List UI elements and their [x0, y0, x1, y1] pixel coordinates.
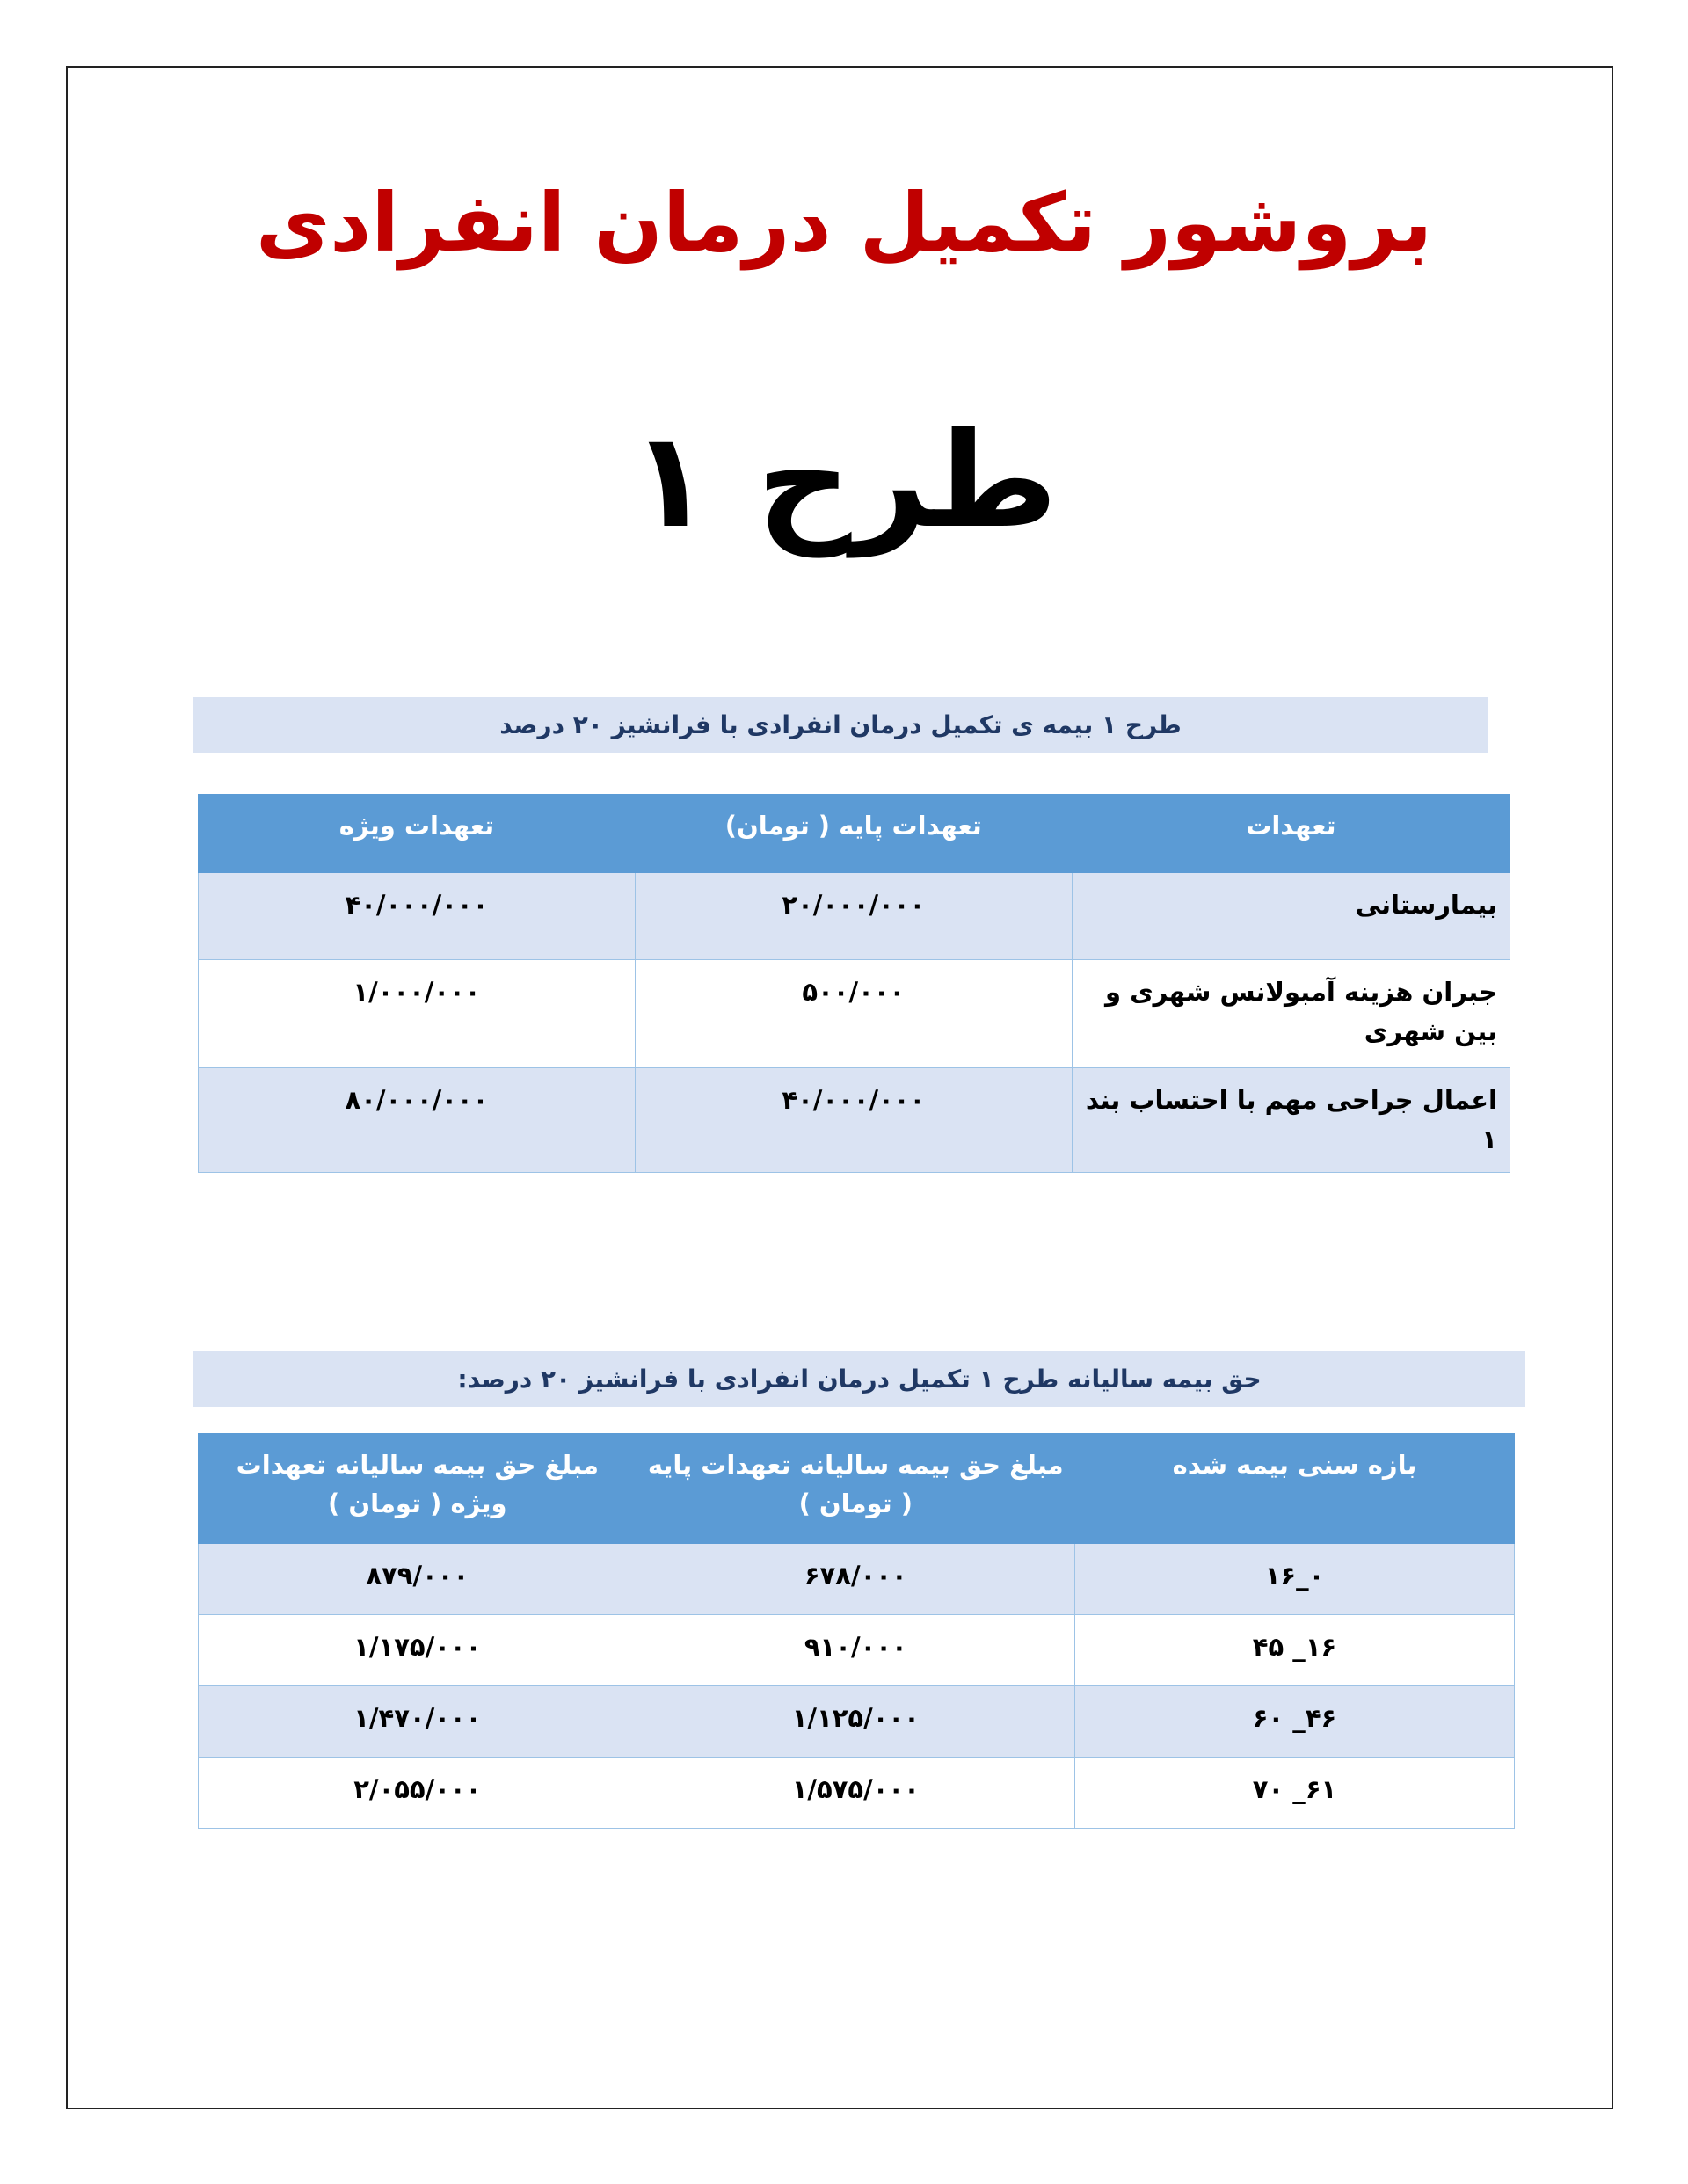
- table-header-row: [199, 795, 1510, 873]
- age-range: ۶۱_ ۷۰: [1075, 1758, 1515, 1829]
- premium-table: [198, 1433, 1515, 1829]
- column-header: مبلغ حق بیمه سالیانه تعهدات ویژه ( تومان ): [199, 1434, 637, 1544]
- table-row: [199, 1068, 1510, 1173]
- column-header: تعهدات: [1072, 795, 1510, 873]
- base-amount: ۲۰/۰۰۰/۰۰۰: [635, 873, 1072, 960]
- base-premium: ۱/۵۷۵/۰۰۰: [637, 1758, 1075, 1829]
- age-range: ۰_۱۶: [1075, 1544, 1515, 1615]
- coverage-item: اعمال جراحی مهم با احتساب بند ۱: [1072, 1068, 1510, 1173]
- column-header: تعهدات ویژه: [199, 795, 636, 873]
- base-premium: ۱/۱۲۵/۰۰۰: [637, 1686, 1075, 1758]
- base-amount: ۵۰۰/۰۰۰: [635, 960, 1072, 1068]
- table-row: [199, 1544, 1515, 1615]
- age-range: ۱۶_ ۴۵: [1075, 1615, 1515, 1686]
- age-range: ۴۶_ ۶۰: [1075, 1686, 1515, 1758]
- premium-caption: حق بیمه سالیانه طرح ۱ تکمیل درمان انفرادی با فرانشیز ۲۰ درصد:: [193, 1351, 1525, 1407]
- base-amount: ۴۰/۰۰۰/۰۰۰: [635, 1068, 1072, 1173]
- table-header-row: [199, 1434, 1515, 1544]
- table-row: [199, 873, 1510, 960]
- special-premium: ۲/۰۵۵/۰۰۰: [199, 1758, 637, 1829]
- table-row: [199, 1758, 1515, 1829]
- coverage-item: بیمارستانی: [1072, 873, 1510, 960]
- coverage-table: [198, 794, 1510, 1173]
- special-amount: ۸۰/۰۰۰/۰۰۰: [199, 1068, 636, 1173]
- page-title: بروشور تکمیل درمان انفرادی: [255, 176, 1433, 270]
- column-header: بازه سنی بیمه شده: [1075, 1434, 1515, 1544]
- special-amount: ۴۰/۰۰۰/۰۰۰: [199, 873, 636, 960]
- table-row: [199, 1615, 1515, 1686]
- table-row: [199, 960, 1510, 1068]
- table-row: [199, 1686, 1515, 1758]
- base-premium: ۶۷۸/۰۰۰: [637, 1544, 1075, 1615]
- coverage-item: جبران هزینه آمبولانس شهری و بین شهری: [1072, 960, 1510, 1068]
- special-premium: ۸۷۹/۰۰۰: [199, 1544, 637, 1615]
- special-premium: ۱/۱۷۵/۰۰۰: [199, 1615, 637, 1686]
- base-premium: ۹۱۰/۰۰۰: [637, 1615, 1075, 1686]
- plan-label: طرح ۱: [629, 404, 1059, 557]
- column-header: تعهدات پایه ( تومان): [635, 795, 1072, 873]
- column-header: مبلغ حق بیمه سالیانه تعهدات پایه ( تومان ): [637, 1434, 1075, 1544]
- special-amount: ۱/۰۰۰/۰۰۰: [199, 960, 636, 1068]
- coverage-caption: طرح ۱ بیمه ی تکمیل درمان انفرادی با فرانشیز ۲۰ درصد: [193, 697, 1488, 753]
- special-premium: ۱/۴۷۰/۰۰۰: [199, 1686, 637, 1758]
